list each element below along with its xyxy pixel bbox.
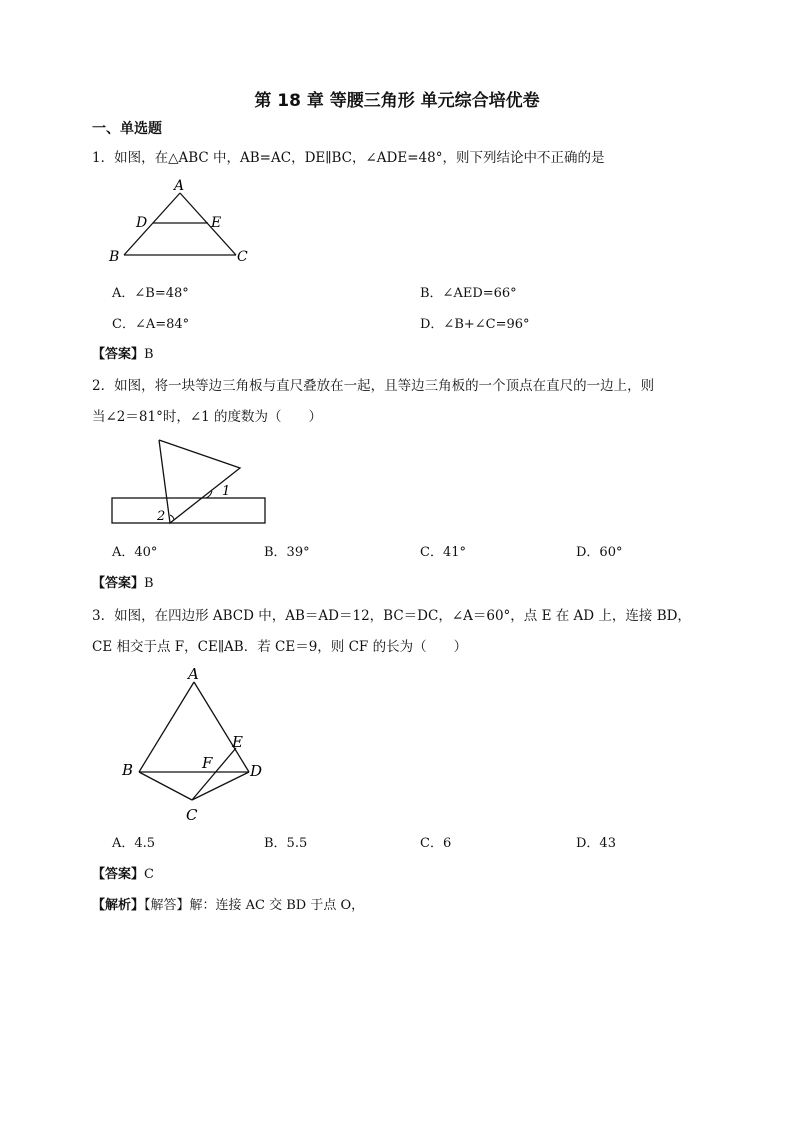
- section-heading: 一、单选题: [92, 121, 162, 137]
- q2-option-d: D．60°: [576, 545, 623, 560]
- q1-label-d: D: [136, 215, 148, 231]
- page-title: 第 18 章 等腰三角形 单元综合培优卷: [254, 91, 540, 111]
- q3-answer-tag: 【答案】: [92, 867, 145, 882]
- q3-stem-line2: CE 相交于点 F，CE∥AB．若 CE＝9，则 CF 的长为（ ）: [92, 639, 468, 655]
- q3-label-a: A: [188, 665, 199, 683]
- q3-label-b: B: [122, 761, 134, 779]
- q3-analysis-text: 【解答】解：连接 AC 交 BD 于点 O，: [144, 898, 365, 913]
- q2-option-a: A．40°: [112, 545, 158, 560]
- q1-answer-tag: 【答案】: [92, 347, 145, 362]
- q2-option-c: C．41°: [420, 545, 466, 560]
- q2-label-1: 1: [222, 484, 231, 499]
- q3-option-a: A．4.5: [112, 836, 156, 851]
- q3-answer-value: C: [144, 867, 154, 882]
- q1-answer: [92, 343, 154, 362]
- q2-answer-value: B: [144, 576, 154, 591]
- q3-analysis-tag: 【解析】: [92, 898, 145, 913]
- q3-stem-line1: 3．如图，在四边形 ABCD 中，AB＝AD＝12，BC＝DC，∠A＝60°，点 E 在 AD 上，连接 BD，: [92, 608, 691, 624]
- q2-stem-line2: 当∠2＝81°时，∠1 的度数为（ ）: [92, 409, 323, 425]
- q1-stem: 1．如图，在△ABC 中，AB=AC，DE∥BC，∠ADE=48°，则下列结论中不正确的是: [92, 150, 605, 166]
- q1-option-c: C．∠A=84°: [112, 317, 190, 332]
- q3-label-d: D: [250, 762, 263, 780]
- q1-figure: [100, 175, 260, 267]
- q2-answer: [92, 572, 154, 591]
- q1-label-a: A: [174, 178, 185, 194]
- q2-figure: [100, 430, 280, 530]
- q3-analysis: [92, 894, 364, 913]
- q3-label-c: C: [186, 806, 198, 824]
- q3-label-e: E: [232, 733, 243, 751]
- q1-option-b: B．∠AED=66°: [420, 286, 517, 301]
- q3-figure: [110, 660, 280, 825]
- q2-option-b: B．39°: [264, 545, 310, 560]
- q1-label-c: C: [237, 249, 248, 265]
- q2-stem-line1: 2．如图，将一块等边三角板与直尺叠放在一起，且等边三角板的一个顶点在直尺的一边上，则: [92, 378, 655, 394]
- q1-label-b: B: [109, 249, 120, 265]
- q3-option-d: D．43: [576, 836, 616, 851]
- q3-option-c: C．6: [420, 836, 452, 851]
- q3-answer: [92, 863, 154, 882]
- q3-option-b: B．5.5: [264, 836, 308, 851]
- q2-label-2: 2: [157, 509, 166, 524]
- q1-answer-value: B: [144, 347, 154, 362]
- q3-label-f: F: [202, 754, 213, 772]
- q2-answer-tag: 【答案】: [92, 576, 145, 591]
- q1-label-e: E: [211, 215, 222, 231]
- q1-option-d: D．∠B+∠C=96°: [420, 317, 530, 332]
- q1-option-a: A．∠B=48°: [112, 286, 189, 301]
